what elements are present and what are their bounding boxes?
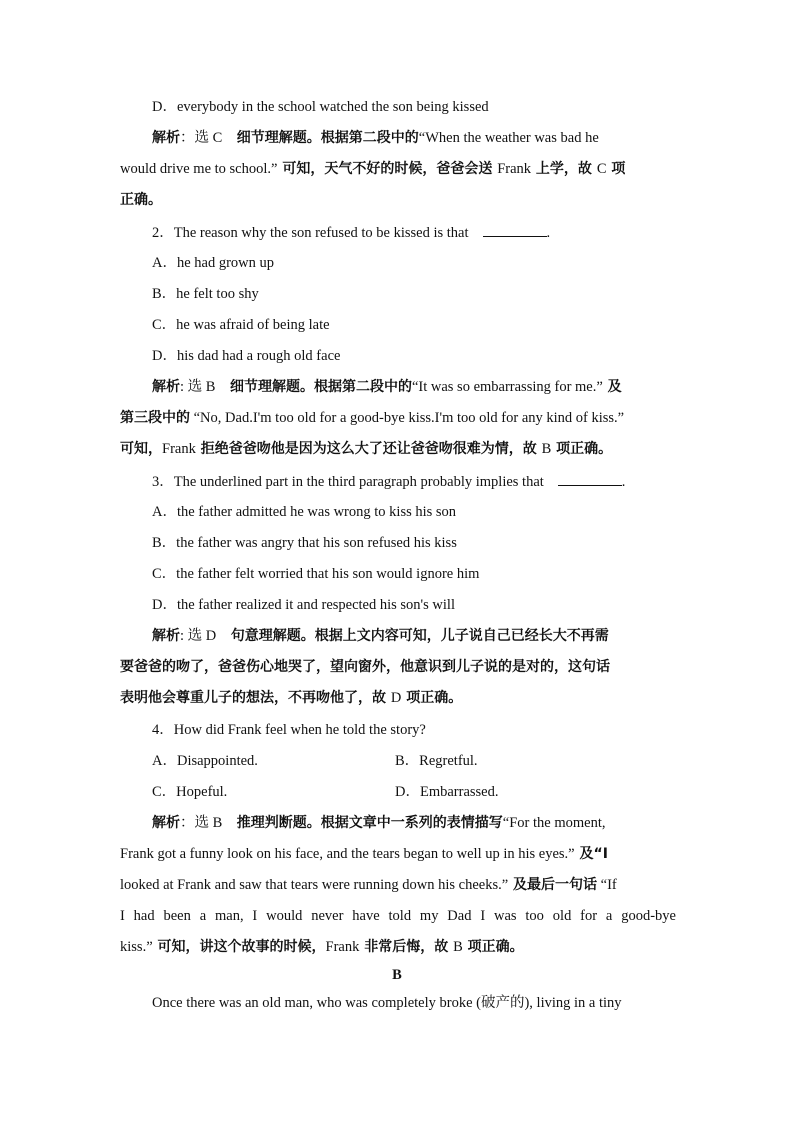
- q4-explanation-line-2: Frank got a funny look on his face, and the tears began to well up in his eyes.” 及“I: [120, 846, 608, 862]
- q2-stem: 2．The reason why the son refused to be kissed is that .: [152, 222, 676, 243]
- section-heading-b: B: [392, 967, 402, 983]
- q3-stem: 3．The underlined part in the third paragraph probably implies that .: [152, 471, 676, 492]
- explanation-label: 解析: [152, 379, 180, 395]
- q1-explanation-line-1: 解析：选 C 细节理解题。根据第二段中的“When the weather was bad he: [152, 130, 599, 146]
- q3-explanation-line-1: 解析: 选 D 句意理解题。根据上文内容可知，儿子说自己已经长大不再需: [152, 628, 609, 644]
- q3-explanation-line-2: 要爸爸的吻了，爸爸伤心地哭了，望向窗外，他意识到儿子说的是对的，这句话: [120, 659, 610, 675]
- q3-option-d: D．the father realized it and respected his son's will: [152, 597, 455, 613]
- q3-explanation-line-3: 表明他会尊重儿子的想法，不再吻他了，故 D 项正确。: [120, 690, 463, 706]
- q4-option-d: D．Embarrassed.: [395, 784, 499, 800]
- q2-explanation-line-1: 解析: 选 B 细节理解题。根据第二段中的“It was so embarrassing for me.” 及: [152, 379, 622, 395]
- q2-option-a: A．he had grown up: [152, 255, 275, 271]
- q4-explanation-line-4: I had been a man, I would never have told my Dad I was too old for a good-bye: [120, 908, 676, 924]
- q1-explanation-line-2: would drive me to school.” 可知，天气不好的时候，爸爸会送 Frank 上学，故 C 项: [120, 161, 626, 177]
- q4-option-b: B．Regretful.: [395, 753, 478, 769]
- q2-option-b: B．he felt too shy: [152, 286, 259, 302]
- q4-option-row-2: [152, 782, 708, 802]
- q4-option-a: A．Disappointed.: [152, 753, 258, 769]
- answer-blank: [558, 471, 622, 486]
- answer-blank: [483, 222, 547, 237]
- passage-b-line-1: Once there was an old man, who was completely broke (破产的), living in a tiny: [152, 995, 622, 1011]
- q1-explanation-line-3: 正确。: [120, 192, 162, 208]
- q1-option-d: D．everybody in the school watched the son being kissed: [152, 99, 489, 115]
- explanation-label: 解析: [152, 628, 180, 644]
- q3-option-b: B．the father was angry that his son refused his kiss: [152, 535, 457, 551]
- q2-explanation-line-3: 可知，Frank 拒绝爸爸吻他是因为这么大了还让爸爸吻很难为情，故 B 项正确。: [120, 441, 613, 457]
- q4-option-row-1: [152, 751, 708, 771]
- q3-option-a: A．the father admitted he was wrong to kiss his son: [152, 504, 457, 520]
- q2-explanation-line-2: 第三段中的 “No, Dad.I'm too old for a good-bye kiss.I'm too old for any kind of kiss.”: [120, 410, 625, 426]
- q2-option-d: D．his dad had a rough old face: [152, 348, 341, 364]
- q4-explanation-line-5: kiss.” 可知，讲这个故事的时候，Frank 非常后悔，故 B 项正确。: [120, 939, 524, 955]
- explanation-label: 解析: [152, 130, 180, 146]
- q2-option-c: C．he was afraid of being late: [152, 317, 330, 333]
- q3-option-c: C．the father felt worried that his son would ignore him: [152, 566, 480, 582]
- q4-explanation-line-1: 解析：选 B 推理判断题。根据文章中一系列的表情描写“For the moment,: [152, 815, 606, 831]
- q4-stem: 4．How did Frank feel when he told the story?: [152, 722, 426, 738]
- q4-explanation-line-3: looked at Frank and saw that tears were running down his cheeks.” 及最后一句话 “If: [120, 877, 617, 893]
- explanation-label: 解析: [152, 815, 180, 831]
- q4-option-c: C．Hopeful.: [152, 784, 228, 800]
